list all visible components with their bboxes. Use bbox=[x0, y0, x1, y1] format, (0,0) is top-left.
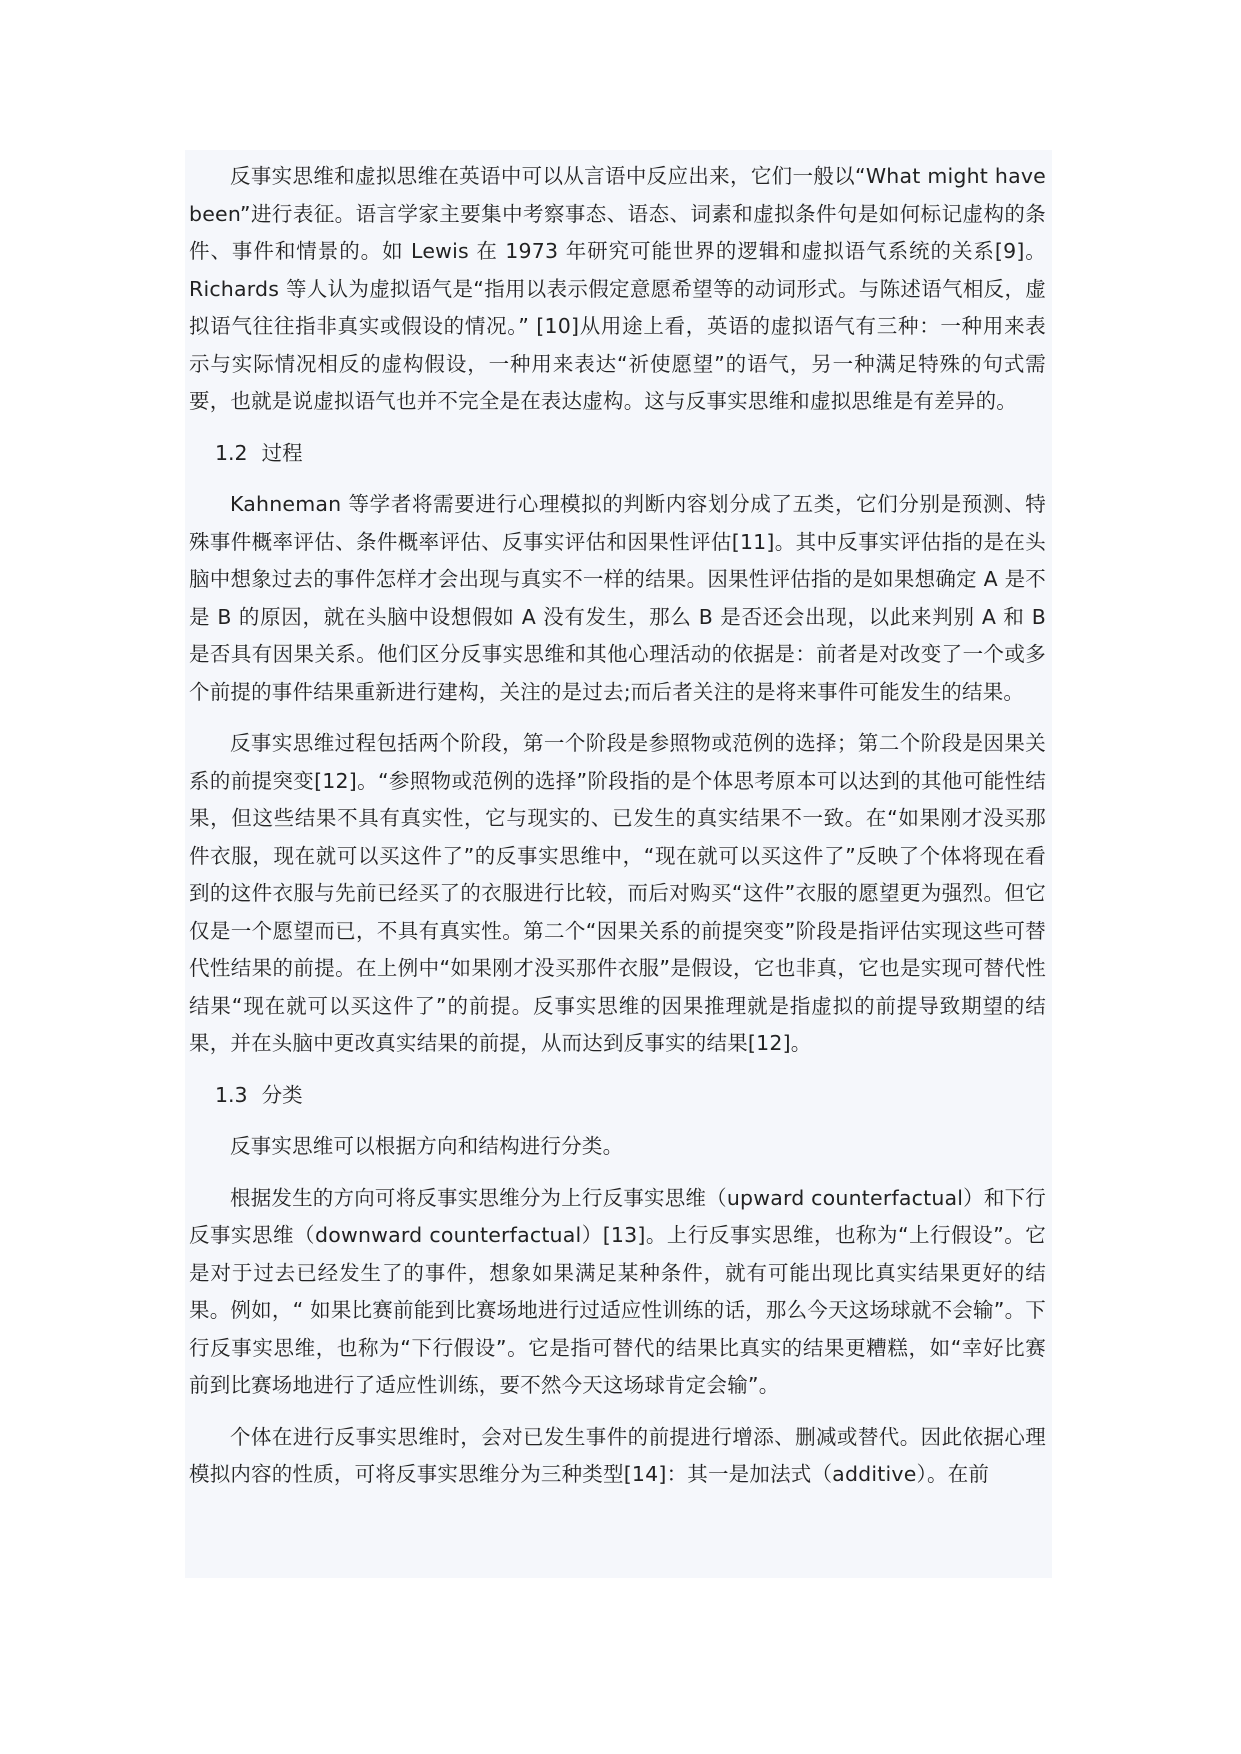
section-number: 1.2 bbox=[215, 440, 248, 465]
section-title: 分类 bbox=[261, 1082, 303, 1107]
paragraph-classification-intro: 反事实思维可以根据方向和结构进行分类。 bbox=[230, 1134, 624, 1158]
paragraph-two-stages: 反事实思维过程包括两个阶段，第一个阶段是参照物或范例的选择；第二个阶段是因果关系的前提突变[12]。“参照物或范例的选择”阶段指的是个体思考原本可以达到的其他可能性结果，但这些结果不具有真实性，它与现实的、已发生的真实结果不一致。在“如果刚才没买那件衣服，现在就可以买这件了”的反事实思维中，“现在就可以买这件了”反映了个体将现在看到的这件衣服与先前已经买了的衣服进行比较，而后对购买“这件”衣服的愿望更为强烈。但它仅是一个愿望而已，不具有真实性。第二个“因果关系的前提突变”阶段是指评估实现这些可替代性结果的前提。在上例中“如果刚才没买那件衣服”是假设，它也非真，它也是实现可替代性结果“现在就可以买这件了”的前提。反事实思维的因果推理就是指虚拟的前提导致期望的结果，并在头脑中更改真实结果的前提，从而达到反事实的结果[12]。 bbox=[189, 731, 1046, 1055]
paragraph-kahneman-categories: Kahneman 等学者将需要进行心理模拟的判断内容划分成了五类，它们分别是预测、特殊事件概率评估、条件概率评估、反事实评估和因果性评估[11]。其中反事实评估指的是在头脑中想象过去的事件怎样才会出现与真实不一样的结果。因果性评估指的是如果想确定 A 是不是 B 的原因，就在头脑中设想假如 A 没有发生，那么 B 是否还会出现，以此来判别 A 和 B 是否具有因果关系。他们区分反事实思维和其他心理活动的依据是：前者是对改变了一个或多个前提的事件结果重新进行建构，关注的是过去;而后者关注的是将来事件可能发生的结果。 bbox=[189, 492, 1046, 704]
section-heading-process bbox=[189, 435, 1046, 473]
document-body bbox=[185, 150, 1052, 1578]
section-title: 过程 bbox=[261, 440, 303, 465]
section-number: 1.3 bbox=[215, 1082, 248, 1107]
paragraph-structure-types: 个体在进行反事实思维时，会对已发生事件的前提进行增添、删减或替代。因此依据心理模拟内容的性质，可将反事实思维分为三种类型[14]：其一是加法式（additive）。在前 bbox=[189, 1424, 1046, 1486]
section-heading-classification bbox=[189, 1077, 1046, 1115]
paragraph-counterfactual-language: 反事实思维和虚拟思维在英语中可以从言语中反应出来，它们一般以“What might have been”进行表征。语言学家主要集中考察事态、语态、词素和虚拟条件句是如何标记虚构的条件、事件和情景的。如 Lewis 在 1973 年研究可能世界的逻辑和虚拟语气系统的关系[9]。Richards 等人认为虚拟语气是“指用以表示假定意愿希望等的动词形式。与陈述语气相反，虚拟语气往往指非真实或假设的情况。” [10]从用途上看，英语的虚拟语气有三种：一种用来表示与实际情况相反的虚构假设，一种用来表达“祈使愿望”的语气，另一种满足特殊的句式需要，也就是说虚拟语气也并不完全是在表达虚构。这与反事实思维和虚拟思维是有差异的。 bbox=[189, 164, 1046, 413]
paragraph-direction-types: 根据发生的方向可将反事实思维分为上行反事实思维（upward counterfactual）和下行反事实思维（downward counterfactual）[13]。上行反事实思维，也称为“上行假设”。它是对于过去已经发生了的事件，想象如果满足某种条件，就有可能出现比真实结果更好的结果。例如，“ 如果比赛前能到比赛场地进行过适应性训练的话，那么今天这场球就不会输”。下行反事实思维，也称为“下行假设”。它是指可替代的结果比真实的结果更糟糕，如“幸好比赛前到比赛场地进行了适应性训练，要不然今天这场球肯定会输”。 bbox=[189, 1185, 1046, 1397]
